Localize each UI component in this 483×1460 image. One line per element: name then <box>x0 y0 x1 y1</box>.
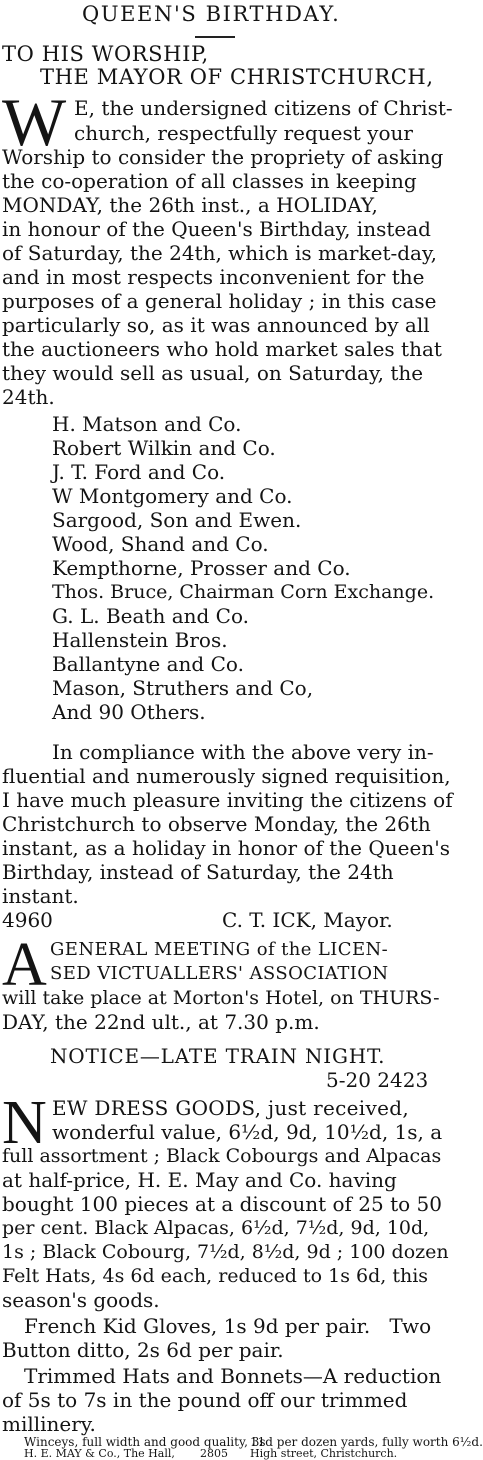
mayor-reply-line: Christchurch to observe Monday, the 26th <box>2 812 431 836</box>
mayor-reply-line: fluential and numerously signed requisition, <box>2 764 451 788</box>
requisition-line: of Saturday, the 24th, which is market-day, <box>2 241 437 265</box>
requisition-line: the auctioneers who hold market sales that <box>2 337 442 361</box>
late-train-reference: 5-20 2423 <box>326 1068 429 1092</box>
dress-goods-line: 1s ; Black Cobourg, 7½d, 8½d, 9d ; 100 dozen <box>2 1241 449 1263</box>
signatory: Kempthorne, Prosser and Co. <box>52 556 351 580</box>
signatory: Mason, Struthers and Co, <box>52 676 314 700</box>
signatory: Sargood, Son and Ewen. <box>52 508 302 532</box>
dress-goods-line: of 5s to 7s in the pound off our trimmed <box>2 1388 408 1412</box>
signatory: Ballantyne and Co. <box>52 652 244 676</box>
dress-goods-line: wonderful value, 6½d, 9d, 10½d, 1s, a <box>52 1120 443 1144</box>
dress-goods-line: per cent. Black Alpacas, 6½d, 7½d, 9d, 10d, <box>2 1217 430 1239</box>
signatory: G. L. Beath and Co. <box>52 604 250 628</box>
dress-goods-line: full assortment ; Black Cobourgs and Alpacas <box>2 1145 442 1167</box>
mayor-reply-line: I have much pleasure inviting the citizens of <box>2 788 453 812</box>
dress-goods-line: French Kid Gloves, 1s 9d per pair. Two <box>24 1314 432 1338</box>
mayor-signature: C. T. ICK, Mayor. <box>222 908 393 932</box>
meeting-notice-line: will take place at Morton's Hotel, on THURS- <box>2 987 440 1009</box>
meeting-notice-line: DAY, the 22nd ult., at 7.30 p.m. <box>2 1010 320 1034</box>
firm-address: High street, Christchurch. <box>250 1447 398 1460</box>
dress-goods-line: millinery. <box>2 1412 96 1436</box>
signatory: Robert Wilkin and Co. <box>52 436 276 460</box>
ad-reference-number: 2805 <box>200 1447 228 1460</box>
dress-goods-line: 11d per dozen yards, fully worth 6½d. <box>250 1435 483 1449</box>
mayor-reply-line: Birthday, instead of Saturday, the 24th <box>2 860 394 884</box>
requisition-line: E, the undersigned citizens of Christ- <box>74 96 453 120</box>
signatory: H. Matson and Co. <box>52 412 242 436</box>
dress-goods-line: Winceys, full width and good quality, 3s <box>24 1435 266 1449</box>
mayor-reply-line: instant. <box>2 884 79 908</box>
drop-cap-n: N <box>2 1089 47 1157</box>
late-train-title: NOTICE—LATE TRAIN NIGHT. <box>50 1044 386 1068</box>
dress-goods-line: Button ditto, 2s 6d per pair. <box>2 1338 284 1362</box>
meeting-notice-line: GENERAL MEETING of the LICEN- <box>50 939 389 960</box>
requisition-line: purposes of a general holiday ; in this case <box>2 289 437 313</box>
drop-cap-a: A <box>2 931 47 999</box>
dress-goods-line: EW DRESS GOODS, just received, <box>52 1096 409 1120</box>
ad-reference-number: 4960 <box>2 908 53 932</box>
dress-goods-line: Trimmed Hats and Bonnets—A reduction <box>24 1364 442 1388</box>
dress-goods-line: bought 100 pieces at a discount of 25 to 50 <box>2 1192 442 1216</box>
signatory: Wood, Shand and Co. <box>52 532 269 556</box>
dress-goods-line: at half-price, H. E. May and Co. having <box>2 1168 397 1192</box>
dress-goods-line: Felt Hats, 4s 6d each, reduced to 1s 6d, this <box>2 1265 429 1287</box>
requisition-line: they would sell as usual, on Saturday, the <box>2 361 424 385</box>
queens-birthday-title: QUEEN'S BIRTHDAY. <box>82 2 341 26</box>
signatory: And 90 Others. <box>52 700 206 724</box>
requisition-line: particularly so, as it was announced by all <box>2 313 430 337</box>
requisition-line: Worship to consider the propriety of asking <box>2 145 444 169</box>
signatory: Hallenstein Bros. <box>52 628 228 652</box>
meeting-notice-line: SED VICTUALLERS' ASSOCIATION <box>50 963 389 984</box>
requisition-line: the co-operation of all classes in keeping <box>2 169 417 193</box>
requisition-line: and in most respects inconvenient for the <box>2 265 425 289</box>
requisition-line: in honour of the Queen's Birthday, instead <box>2 217 431 241</box>
firm-name: H. E. MAY & Co., The Hall, <box>24 1447 175 1460</box>
address-line-1: TO HIS WORSHIP, <box>2 42 209 66</box>
title-rule <box>195 36 235 38</box>
mayor-reply-line: instant, as a holiday in honor of the Queen's <box>2 836 450 860</box>
requisition-line: MONDAY, the 26th inst., a HOLIDAY, <box>2 193 378 217</box>
address-line-2: THE MAYOR OF CHRISTCHURCH, <box>40 65 434 89</box>
signatory: J. T. Ford and Co. <box>52 460 226 484</box>
drop-cap-w: W <box>2 84 67 160</box>
dress-goods-line: season's goods. <box>2 1288 160 1312</box>
signatory: Thos. Bruce, Chairman Corn Exchange. <box>52 581 435 603</box>
requisition-line: 24th. <box>2 385 55 409</box>
signatory: W Montgomery and Co. <box>52 484 293 508</box>
mayor-reply-line: In compliance with the above very in- <box>52 740 434 764</box>
requisition-line: church, respectfully request your <box>74 121 413 145</box>
